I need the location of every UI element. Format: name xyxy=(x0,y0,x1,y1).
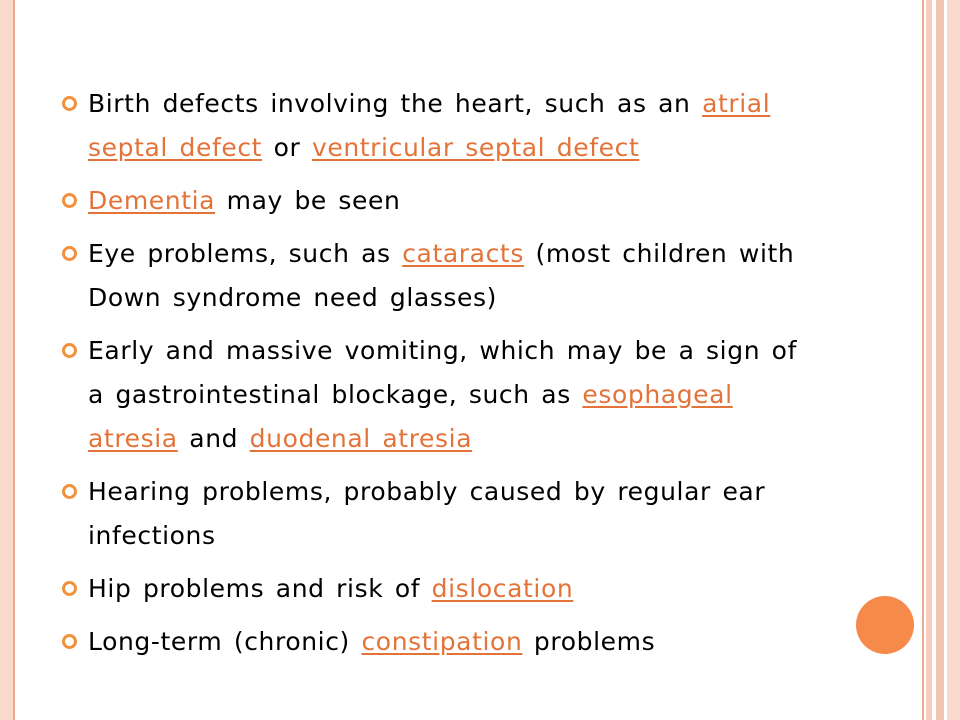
link-duodenal-atresia[interactable]: duodenal atresia xyxy=(249,424,473,453)
bullet-marker-icon xyxy=(62,193,77,208)
left-frame-line xyxy=(13,0,15,720)
left-frame-border xyxy=(0,0,13,720)
bullet-marker-icon xyxy=(62,343,77,358)
link-esophageal-atresia[interactable]: esophageal atresia xyxy=(88,380,733,453)
link-constipation[interactable]: constipation xyxy=(361,627,523,656)
bullet-item xyxy=(62,329,822,461)
link-atrial-septal-defect[interactable]: atrial septal defect xyxy=(88,89,771,162)
bullet-text: Hip problems and risk of xyxy=(88,574,432,603)
right-stripe xyxy=(947,0,960,720)
bullet-text: Early and massive vomiting, which may be a sign of a gastrointestinal blockage, such as xyxy=(88,336,797,409)
bullet-text: Hearing problems, probably caused by regular ear infections xyxy=(88,477,766,550)
bullet-list xyxy=(62,82,822,673)
bullet-marker-icon xyxy=(62,484,77,499)
bullet-text: Eye problems, such as xyxy=(88,239,403,268)
bullet-item xyxy=(62,232,822,320)
bullet-text: and xyxy=(177,424,250,453)
bullet-item xyxy=(62,82,822,170)
bullet-text: Birth defects involving the heart, such as an xyxy=(88,89,703,118)
bullet-marker-icon xyxy=(62,634,77,649)
bullet-text: or xyxy=(262,133,312,162)
bullet-item xyxy=(62,470,822,558)
bullet-marker-icon xyxy=(62,581,77,596)
right-stripe xyxy=(936,0,944,720)
bullet-item xyxy=(62,567,822,611)
bullet-text: (most children with Down syndrome need glasses) xyxy=(88,239,795,312)
bullet-item xyxy=(62,620,822,664)
bullet-marker-icon xyxy=(62,96,77,111)
accent-circle xyxy=(856,596,914,654)
bullet-text: Long-term (chronic) xyxy=(88,627,362,656)
link-dislocation[interactable]: dislocation xyxy=(431,574,574,603)
bullet-text: problems xyxy=(522,627,656,656)
link-ventricular-septal-defect[interactable]: ventricular septal defect xyxy=(311,133,640,162)
bullet-marker-icon xyxy=(62,246,77,261)
bullet-item xyxy=(62,179,822,223)
link-cataracts[interactable]: cataracts xyxy=(402,239,524,268)
bullet-text: may be seen xyxy=(215,186,401,215)
link-dementia[interactable]: Dementia xyxy=(88,186,216,215)
right-stripe xyxy=(922,0,924,720)
